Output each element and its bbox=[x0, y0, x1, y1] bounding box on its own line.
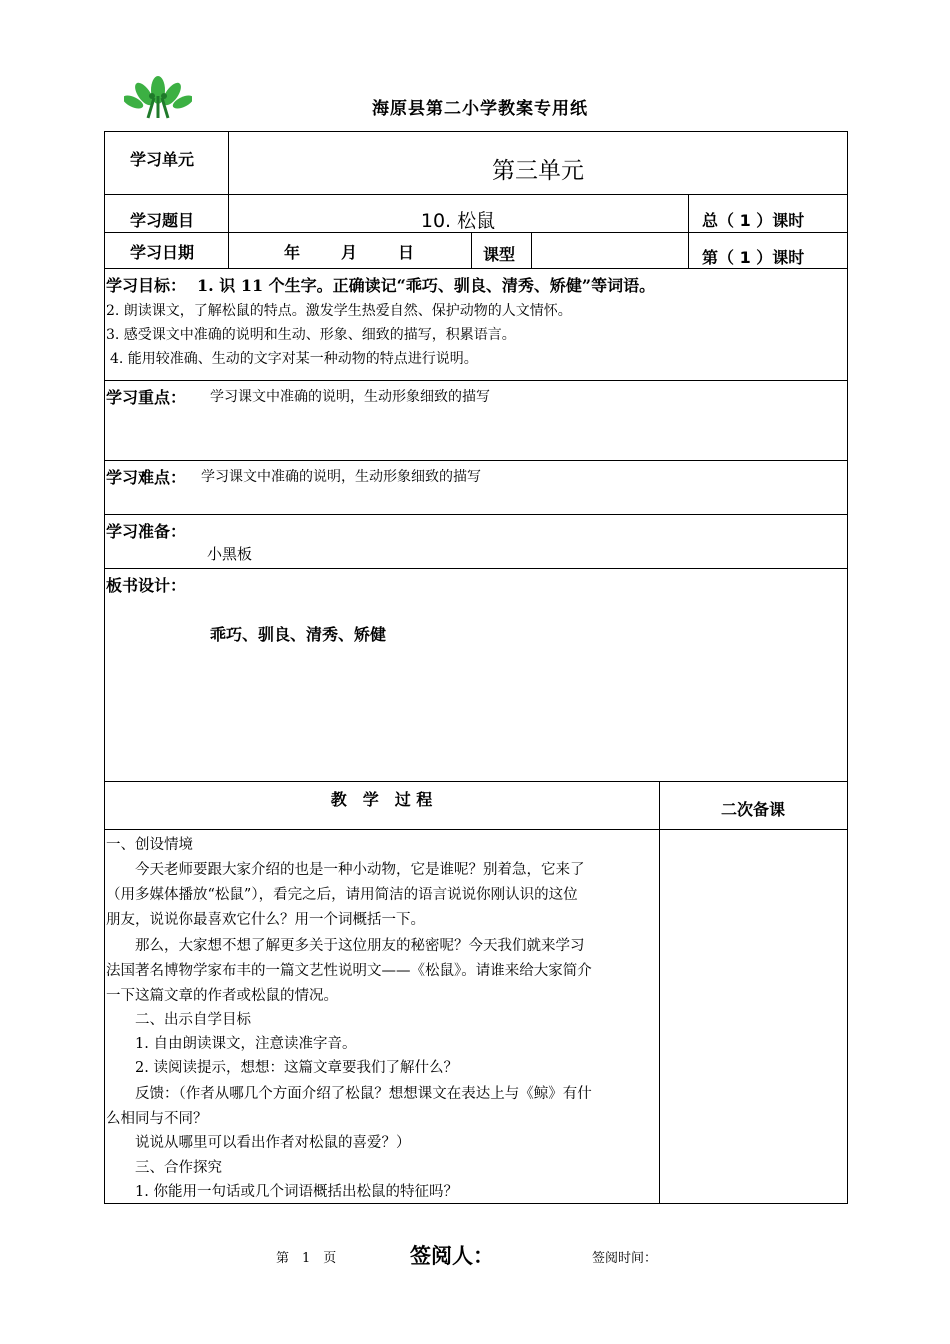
objective-item: 2. 朗读课文，了解松鼠的特点。激发学生热爱自然、保护动物的人文情怀。 bbox=[106, 303, 572, 319]
process-line: 朋友，说说你最喜欢它什么？用一个词概括一下。 bbox=[106, 912, 425, 928]
process-line: 么相同与不同？ bbox=[106, 1111, 208, 1127]
objective-item: 1. 识 11 个生字。正确读记“乖巧、驯良、清秀、矫健”等词语。 bbox=[197, 276, 656, 295]
process-line: （用多媒体播放“松鼠”），看完之后，请用简洁的语言说说你刚认识的这位 bbox=[106, 887, 578, 903]
school-title: 海原县第二小学教案专用纸 bbox=[372, 99, 588, 119]
date-month: 月 bbox=[341, 243, 358, 262]
preparation-text: 小黑板 bbox=[207, 545, 253, 563]
board-design-label: 板书设计： bbox=[106, 576, 187, 595]
key-points-label: 学习重点： bbox=[106, 388, 187, 407]
objective-item: 3. 感受课文中准确的说明和生动、形象、细致的描写，积累语言。 bbox=[106, 327, 516, 343]
topic-label: 学习题目 bbox=[130, 211, 195, 230]
date-label: 学习日期 bbox=[130, 243, 195, 262]
current-period: 第（ 1 ）课时 bbox=[702, 248, 805, 267]
process-line: 那么，大家想不想了解更多关于这位朋友的秘密呢？今天我们就来学习 bbox=[106, 938, 585, 954]
difficulties-label: 学习难点： bbox=[106, 468, 187, 487]
process-line: 法国著名博物学家布丰的一篇文艺性说明文——《松鼠》。请谁来给大家简介 bbox=[106, 963, 592, 979]
process-line: 2. 读阅读提示，想想：这篇文章要我们了解什么？ bbox=[106, 1060, 458, 1076]
second-prep-label: 二次备课 bbox=[720, 800, 785, 819]
process-line: 二、出示自学目标 bbox=[106, 1012, 251, 1028]
unit-value: 第三单元 bbox=[492, 158, 584, 184]
board-design-text: 乖巧、驯良、清秀、矫健 bbox=[210, 625, 387, 644]
process-line: 反馈：（作者从哪几个方面介绍了松鼠？想想课文在表达上与《鲸》有什 bbox=[106, 1086, 592, 1102]
objectives-label: 学习目标： bbox=[106, 276, 187, 295]
signer-label: 签阅人： bbox=[410, 1244, 494, 1268]
topic-value: 10. 松鼠 bbox=[420, 210, 496, 232]
lesson-type-label: 课型 bbox=[483, 245, 516, 264]
unit-label: 学习单元 bbox=[130, 150, 195, 169]
date-day: 日 bbox=[398, 243, 415, 262]
process-line: 一下这篇文章的作者或松鼠的情况。 bbox=[106, 988, 338, 1004]
objective-item: 4. 能用较准确、生动的文字对某一种动物的特点进行说明。 bbox=[110, 351, 478, 367]
difficulties-text: 学习课文中准确的说明，生动形象细致的描写 bbox=[201, 469, 481, 485]
page-number: 第 1 页 bbox=[276, 1251, 337, 1266]
total-periods: 总（ 1 ）课时 bbox=[702, 211, 805, 230]
process-line: 1. 你能用一句话或几个词语概括出松鼠的特征吗？ bbox=[106, 1184, 458, 1200]
process-line: 三、合作探究 bbox=[106, 1160, 222, 1176]
process-line: 一、创设情境 bbox=[106, 837, 193, 853]
process-label: 教 学 过 程 bbox=[330, 790, 433, 809]
process-line: 今天老师要跟大家介绍的也是一种小动物，它是谁呢？别着急，它来了 bbox=[106, 862, 585, 878]
school-logo-icon bbox=[124, 72, 192, 120]
date-year: 年 bbox=[284, 243, 301, 262]
preparation-label: 学习准备： bbox=[106, 522, 187, 541]
process-line: 说说从哪里可以看出作者对松鼠的喜爱？） bbox=[106, 1135, 411, 1151]
process-line: 1. 自由朗读课文，注意读准字音。 bbox=[106, 1036, 357, 1052]
key-points-text: 学习课文中准确的说明，生动形象细致的描写 bbox=[210, 389, 490, 405]
sign-time-label: 签阅时间： bbox=[592, 1251, 658, 1266]
